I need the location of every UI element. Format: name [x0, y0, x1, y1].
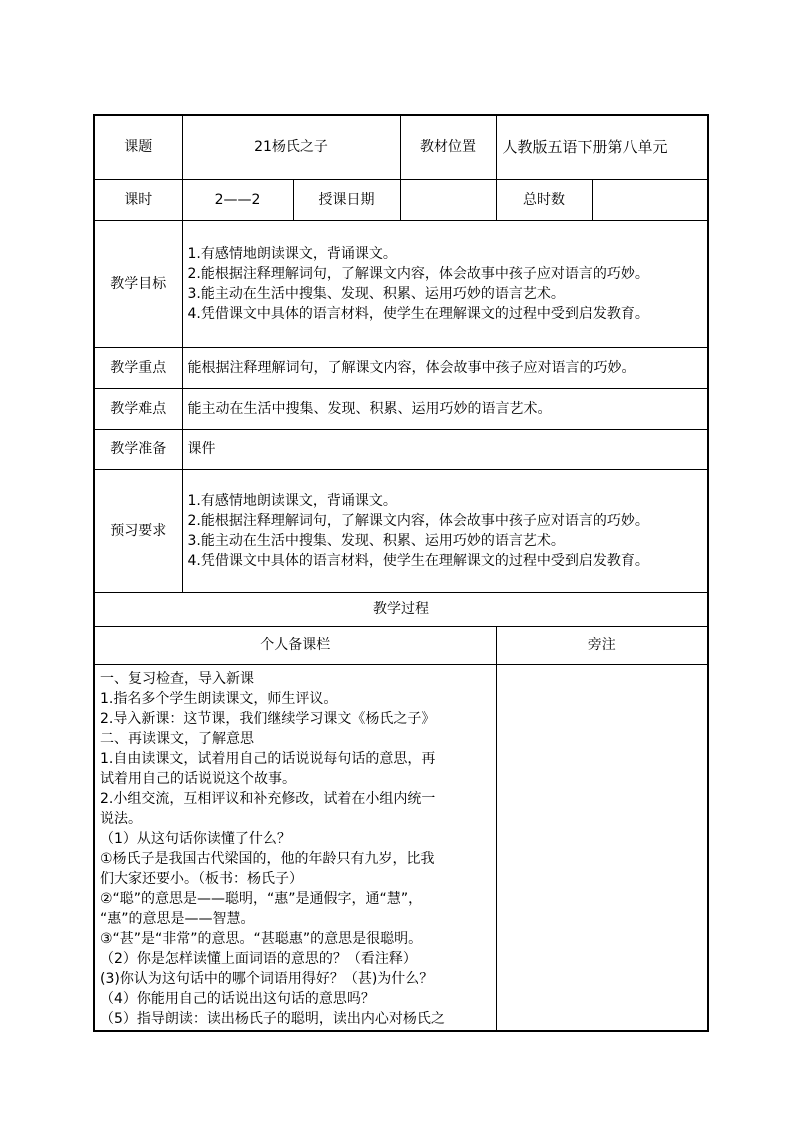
goals-label: 教学目标: [94, 220, 182, 347]
difficulties-row: [94, 388, 708, 429]
preview-label: 预习要求: [94, 469, 182, 592]
total-value: [592, 179, 708, 220]
process-line: 一、复习检查，导入新课: [100, 670, 254, 687]
process-line: ①杨氏子是我国古代梁国的，他的年龄只有九岁，比我: [100, 850, 435, 867]
position-label: 教材位置: [400, 115, 496, 179]
process-line: 2.小组交流，互相评议和补充修改，试着在小组内统一: [100, 790, 436, 807]
process-line: （4）你能用自己的话说出这句话的意思吗？: [100, 990, 375, 1007]
process-title: 教学过程: [94, 592, 708, 626]
process-line: ③“甚”是“非常”的意思。“甚聪惠”的意思是很聪明。: [100, 930, 423, 947]
process-line: （5）指导朗读：读出杨氏子的聪明，读出内心对杨氏之: [100, 1010, 445, 1027]
total-label: 总时数: [496, 179, 592, 220]
date-value: [400, 179, 496, 220]
topic-value: 21杨氏之子: [182, 115, 400, 179]
process-line: （2）你是怎样读懂上面词语的意思的？（看注释）: [100, 950, 417, 967]
process-line: 试着用自己的话说说这个故事。: [100, 770, 296, 787]
process-line: (3)你认为这句话中的哪个词语用得好？（甚)为什么？: [100, 970, 434, 987]
preview-item: 3.能主动在生活中搜集、发现、积累、运用巧妙的语言艺术。: [187, 532, 565, 549]
main-column-header: 个人备课栏: [94, 626, 496, 664]
position-value: 人教版五语下册第八单元: [496, 115, 708, 179]
process-line: 2.导入新课：这节课，我们继续学习课文《杨氏之子》: [100, 710, 436, 727]
topic-row: [94, 115, 708, 179]
period-label: 课时: [94, 179, 182, 220]
topic-label: 课题: [94, 115, 182, 179]
lesson-plan-table: [93, 114, 709, 1032]
process-line: 说法。: [100, 810, 142, 827]
preview-row: [94, 469, 708, 592]
goals-list: [182, 220, 708, 347]
process-line: “惠”的意思是——智慧。: [100, 910, 255, 927]
preview-item: 2.能根据注释理解词句，了解课文内容，体会故事中孩子应对语言的巧妙。: [187, 512, 649, 529]
key-points-label: 教学重点: [94, 347, 182, 388]
goal-item: 2.能根据注释理解词句，了解课文内容，体会故事中孩子应对语言的巧妙。: [187, 265, 649, 282]
preview-item: 1.有感情地朗读课文，背诵课文。: [187, 492, 397, 509]
process-main-content: [94, 664, 496, 1031]
process-header-row: [94, 626, 708, 664]
process-body-row: [94, 664, 708, 1031]
preparation-value: 课件: [182, 429, 708, 469]
period-row: [94, 179, 708, 220]
goal-item: 3.能主动在生活中搜集、发现、积累、运用巧妙的语言艺术。: [187, 285, 565, 302]
preparation-row: [94, 429, 708, 469]
process-line: 1.自由读课文，试着用自己的话说说每句话的意思，再: [100, 750, 436, 767]
goal-item: 4.凭借课文中具体的语言材料，使学生在理解课文的过程中受到启发教育。: [187, 305, 649, 322]
preview-item: 4.凭借课文中具体的语言材料，使学生在理解课文的过程中受到启发教育。: [187, 552, 649, 569]
process-line: 1.指名多个学生朗读课文，师生评议。: [100, 690, 338, 707]
key-points-value: 能根据注释理解词句，了解课文内容，体会故事中孩子应对语言的巧妙。: [182, 347, 708, 388]
difficulties-label: 教学难点: [94, 388, 182, 429]
period-value: 2——2: [182, 179, 293, 220]
notes-column-header: 旁注: [496, 626, 708, 664]
process-line: 二、再读课文，了解意思: [100, 730, 254, 747]
process-notes-content: [496, 664, 708, 1031]
goals-row: [94, 220, 708, 347]
process-title-row: [94, 592, 708, 626]
preview-list: [182, 469, 708, 592]
preparation-label: 教学准备: [94, 429, 182, 469]
date-label: 授课日期: [293, 179, 400, 220]
process-line: ②“聪”的意思是——聪明，“惠”是通假字，通“慧”，: [100, 890, 423, 907]
goal-item: 1.有感情地朗读课文，背诵课文。: [187, 245, 397, 262]
difficulties-value: 能主动在生活中搜集、发现、积累、运用巧妙的语言艺术。: [182, 388, 708, 429]
key-points-row: [94, 347, 708, 388]
process-line: 们大家还要小。（板书：杨氏子）: [100, 870, 303, 887]
process-line: （1）从这句话你读懂了什么？: [100, 830, 291, 847]
